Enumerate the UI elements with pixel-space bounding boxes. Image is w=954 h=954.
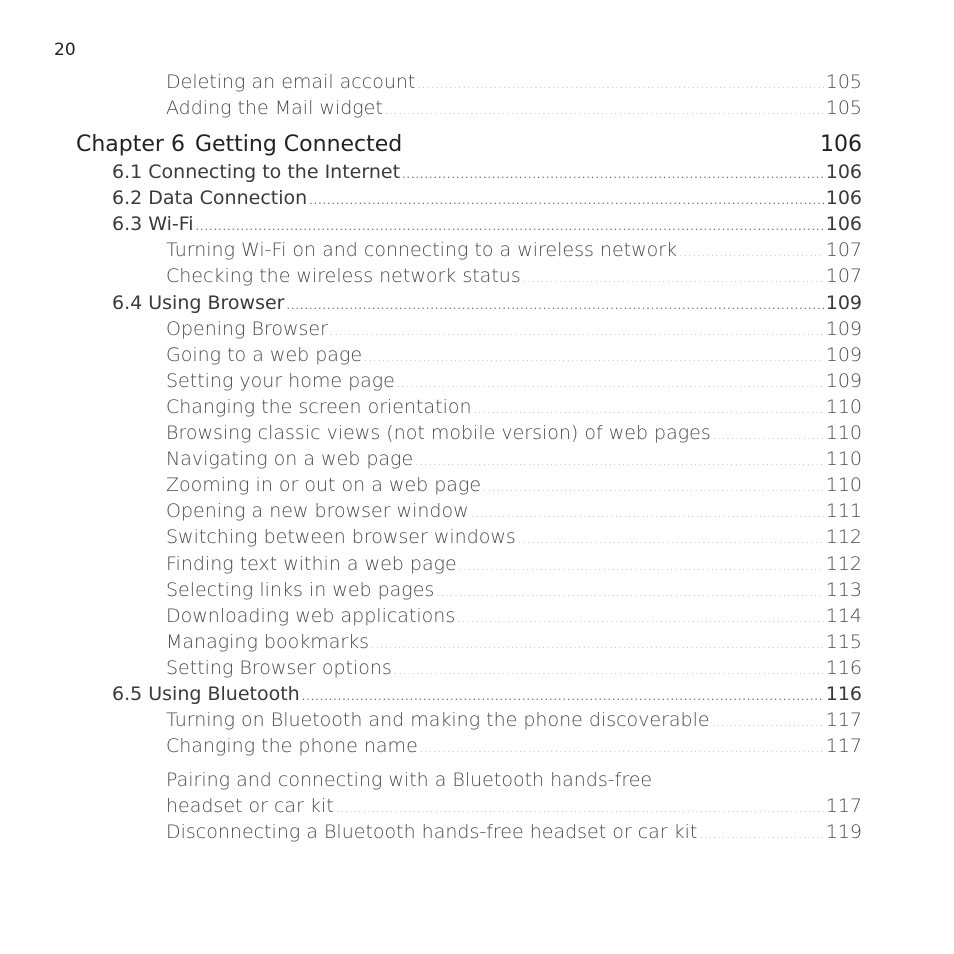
leader-dots	[712, 716, 824, 729]
toc-entry-page: 105	[825, 71, 862, 93]
leader-dots	[286, 299, 823, 312]
toc-entry-title: Turning Wi-Fi on and connecting to a wireless network	[166, 239, 678, 262]
toc-entry-title: headset or car kit	[166, 795, 334, 817]
toc-entry-title: Navigating on a web page	[166, 448, 414, 471]
toc-entry-page: 116	[825, 656, 862, 679]
toc-entry-page: 106	[825, 213, 862, 236]
toc-entry[interactable]	[166, 71, 862, 97]
leader-dots	[302, 690, 824, 703]
toc-entry[interactable]	[166, 709, 862, 735]
toc-entry-page: 112	[825, 552, 862, 575]
toc-entry-page: 110	[825, 474, 862, 497]
toc-entry[interactable]	[166, 422, 862, 448]
leader-dots	[436, 586, 823, 599]
toc-entry-page: 117	[825, 795, 862, 817]
toc-entry-title: Browsing classic views (not mobile version) of web pages	[166, 422, 711, 444]
leader-dots	[518, 533, 824, 546]
leader-dots	[679, 246, 824, 259]
leader-dots	[523, 272, 824, 285]
toc-entry-title: Opening Browser	[166, 317, 328, 340]
toc-entry[interactable]	[166, 396, 862, 422]
toc-entry[interactable]	[166, 605, 862, 631]
toc-entry-page: 113	[825, 578, 862, 601]
toc-entry-page: 119	[825, 821, 862, 843]
toc-entry[interactable]	[166, 239, 862, 265]
chapter-number: Chapter 6	[76, 132, 185, 157]
toc-entry-wrapped-line1[interactable]: Pairing and connecting with a Bluetooth hands-free	[166, 769, 653, 791]
leader-dots	[336, 802, 824, 815]
toc-entry[interactable]	[166, 735, 862, 761]
toc-entry[interactable]	[166, 448, 862, 474]
toc-entry-page: 116	[825, 683, 862, 705]
toc-entry-title: Disconnecting a Bluetooth hands-free headset or car kit	[166, 821, 698, 843]
toc-entry-page: 112	[825, 526, 862, 549]
toc-entry[interactable]	[166, 370, 862, 396]
toc-entry-title: Downloading web applications	[166, 604, 456, 627]
toc-entry-page: 110	[825, 395, 862, 418]
toc-entry-title: 6.1 Connecting to the Internet	[112, 161, 401, 183]
toc-entry[interactable]	[166, 318, 862, 344]
leader-dots	[385, 104, 824, 117]
leader-dots	[364, 351, 824, 364]
toc-entry[interactable]	[166, 265, 862, 291]
leader-dots	[483, 481, 824, 494]
toc-entry-title: Opening a new browser window	[166, 500, 469, 523]
toc-entry-page: 105	[825, 97, 862, 119]
leader-dots	[457, 612, 823, 625]
toc-section-entry[interactable]	[112, 161, 862, 187]
leader-dots	[417, 78, 823, 91]
chapter-heading[interactable]	[76, 132, 862, 157]
toc-entry-page: 115	[825, 630, 862, 653]
leader-dots	[397, 377, 824, 390]
toc-entry[interactable]	[166, 553, 862, 579]
toc-entry-page: 107	[825, 265, 862, 288]
toc-entry-title: Setting Browser options	[166, 656, 392, 679]
toc-entry-title: 6.4 Using Browser	[112, 291, 285, 314]
toc-entry-title: Changing the screen orientation	[166, 395, 472, 418]
leader-dots	[415, 455, 824, 468]
toc-entry-title: 6.5 Using Bluetooth	[112, 683, 300, 705]
toc-entry[interactable]	[166, 579, 862, 605]
toc-entry-title: Setting your home page	[166, 369, 395, 392]
toc-entry-page: 106	[825, 161, 862, 183]
toc-entry-page: 117	[825, 735, 862, 758]
leader-dots	[371, 638, 824, 651]
toc-entry[interactable]	[166, 631, 862, 657]
leader-dots	[699, 828, 823, 841]
toc-entry-page: 109	[825, 343, 862, 366]
leader-dots	[196, 220, 824, 233]
toc-entry-page: 114	[825, 604, 862, 627]
toc-entry-title: Deleting an email account	[166, 71, 416, 93]
toc-section-entry[interactable]	[112, 213, 862, 239]
toc-section-entry[interactable]	[112, 187, 862, 213]
toc-entry-title: Selecting links in web pages	[166, 578, 435, 601]
toc-entry[interactable]	[166, 500, 862, 526]
toc-entry[interactable]	[166, 821, 862, 847]
toc-entry[interactable]	[166, 657, 862, 683]
leader-dots	[330, 325, 824, 338]
toc-entry-page: 109	[825, 317, 862, 340]
toc-entry-page: 117	[825, 709, 862, 732]
toc-entry[interactable]	[166, 344, 862, 370]
toc-entry[interactable]	[166, 97, 862, 123]
toc-entry-page: 110	[825, 422, 862, 444]
toc-entry[interactable]	[166, 526, 862, 552]
leader-dots	[471, 507, 824, 520]
toc-entry-page: 106	[825, 187, 862, 210]
toc-entry-title: 6.3 Wi-Fi	[112, 213, 194, 236]
chapter-name: Getting Connected	[194, 132, 403, 157]
toc-entry-page: 111	[825, 500, 862, 523]
toc-entry-title: 6.2 Data Connection	[112, 187, 308, 210]
page-number: 20	[54, 40, 76, 60]
leader-dots	[474, 403, 824, 416]
toc-entry-title: Going to a web page	[166, 343, 363, 366]
toc-entry-title: Switching between browser windows	[166, 526, 516, 549]
toc-entry-page: 109	[825, 369, 862, 392]
toc-entry-title: Turning on Bluetooth and making the phone discoverable	[166, 709, 710, 732]
leader-dots	[309, 194, 824, 207]
chapter-page: 106	[820, 132, 862, 157]
toc-entry-title: Checking the wireless network status	[166, 265, 521, 288]
toc-entry-page: 110	[825, 448, 862, 471]
leader-dots	[420, 742, 824, 755]
toc-entry-page: 109	[825, 291, 862, 314]
toc-entry-title: Finding text within a web page	[166, 552, 457, 575]
leader-dots	[459, 560, 824, 573]
toc-section-entry[interactable]	[112, 292, 862, 318]
toc-entry[interactable]	[166, 795, 862, 821]
leader-dots	[713, 429, 824, 442]
toc-entry-title: Managing bookmarks	[166, 630, 370, 653]
toc-entry-title: Adding the Mail widget	[166, 97, 383, 119]
toc-entry-title: Changing the phone name	[166, 735, 418, 758]
chapter-title	[76, 132, 820, 157]
toc-entry-title: Zooming in or out on a web page	[166, 474, 482, 497]
toc-entry[interactable]	[166, 474, 862, 500]
toc-section-entry[interactable]	[112, 683, 862, 709]
toc-entry-page: 107	[825, 239, 862, 262]
leader-dots	[402, 168, 824, 181]
leader-dots	[394, 664, 824, 677]
